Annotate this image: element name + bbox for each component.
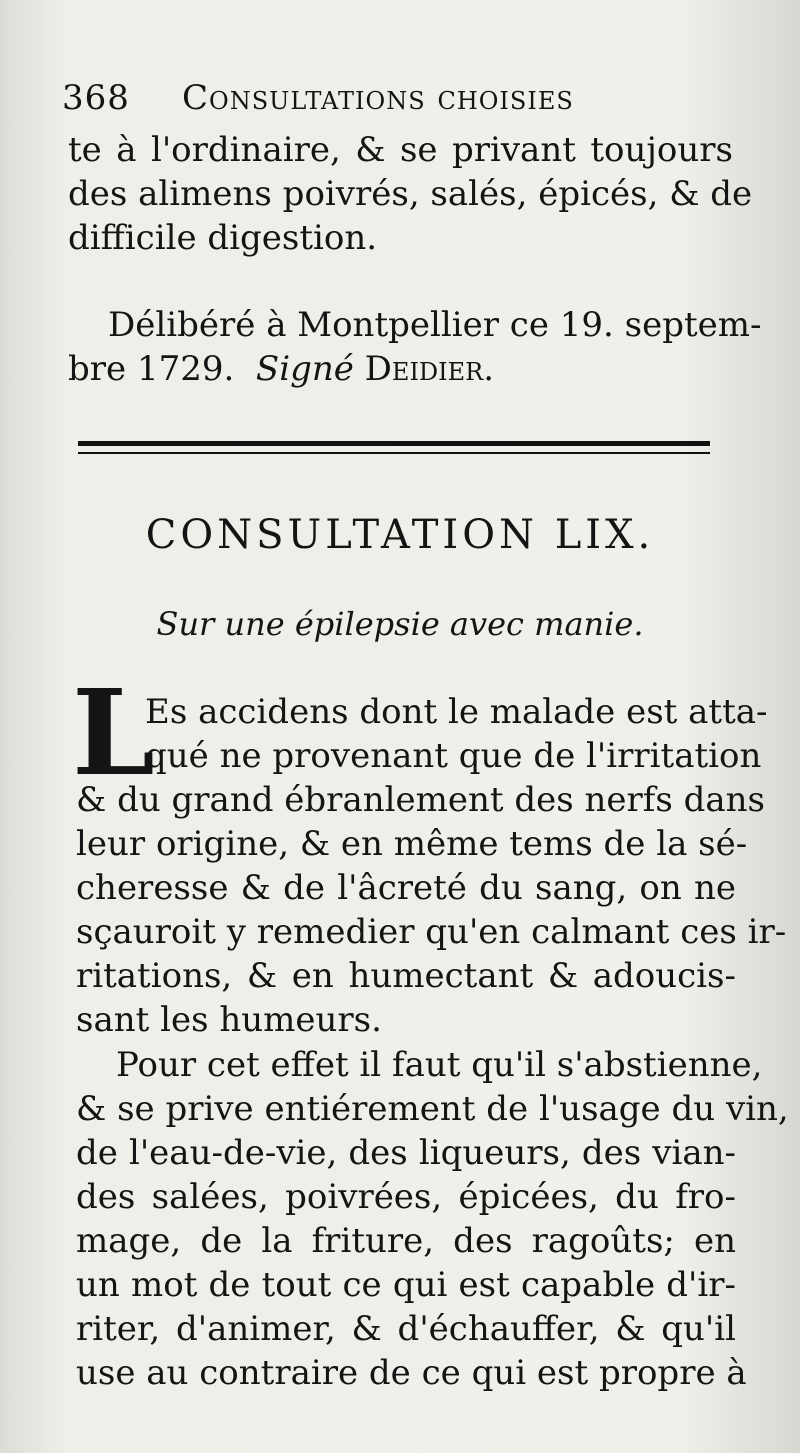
drop-cap: L — [72, 663, 155, 802]
text-line: mage, de la friture, des ragoûts; en — [76, 1221, 736, 1261]
text-line: riter, d'animer, & d'échauffer, & qu'il — [76, 1309, 736, 1349]
opening-text — [68, 128, 753, 260]
text-line: sant les humeurs. — [76, 1000, 382, 1040]
text-line: ritations, & en humectant & adoucis- — [76, 956, 736, 996]
signature-date: bre 1729. — [68, 349, 235, 389]
running-title: Consultations choisies — [182, 78, 574, 118]
consultation-subheading: Sur une épilepsie avec manie. — [156, 605, 644, 643]
consultation-heading: CONSULTATION LIX. — [145, 512, 655, 558]
text-line: use au contraire de ce qui est propre à — [76, 1353, 747, 1393]
signature-block — [68, 303, 762, 391]
paragraph-2 — [76, 1043, 789, 1395]
text-line: difficile digestion. — [68, 218, 378, 258]
text-line: sçauroit y remedier qu'en calmant ces ir- — [76, 912, 787, 952]
text-line: te à l'ordinaire, & se privant toujours — [68, 130, 733, 170]
text-line: des salées, poivrées, épicées, du fro- — [76, 1177, 736, 1217]
page-number: 368 — [62, 78, 130, 118]
running-head — [62, 78, 732, 128]
text-line: qué ne provenant que de l'irritation — [145, 736, 762, 776]
paragraph-1-body — [76, 778, 787, 1042]
text-line: & du grand ébranlement des nerfs dans — [76, 780, 765, 820]
signed-label: Signé — [255, 349, 354, 389]
paragraph-1-head — [145, 690, 768, 778]
signatory-name: Deidier. — [364, 349, 495, 389]
text-line: Pour cet effet il faut qu'il s'abstienne, — [116, 1045, 763, 1085]
text-line: Es accidens dont le malade est atta- — [145, 692, 768, 732]
text-line: de l'eau-de-vie, des liqueurs, des vian- — [76, 1133, 736, 1173]
divider-rule-thick — [78, 441, 710, 446]
text-line: leur origine, & en même tems de la sé- — [76, 824, 748, 864]
divider-rule-thin — [78, 452, 710, 454]
text-line: cheresse & de l'âcreté du sang, on ne — [76, 868, 736, 908]
signature-line: Délibéré à Montpellier ce 19. septem- — [108, 305, 762, 345]
signature-line-2 — [68, 347, 733, 391]
text-line: des alimens poivrés, salés, épicés, & de — [68, 174, 753, 214]
text-line: & se prive entiérement de l'usage du vin, — [76, 1089, 789, 1129]
text-line: un mot de tout ce qui est capable d'ir- — [76, 1265, 736, 1305]
